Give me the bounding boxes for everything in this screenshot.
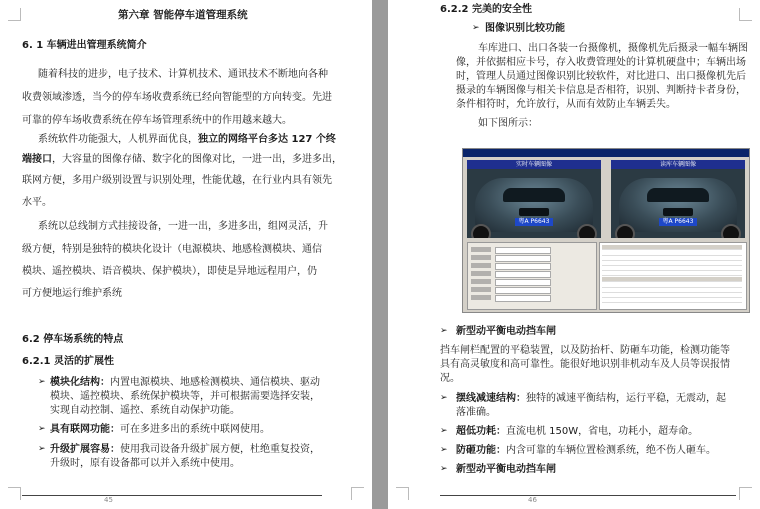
section-title-6-2: 6.2 停车场系统的特点: [22, 334, 124, 345]
entry-camera-label: 实时车辆图像: [467, 160, 601, 169]
window-titlebar: [463, 149, 749, 157]
paragraph-line: 如下图所示：: [478, 118, 538, 129]
bullet-arrow-icon: ➢: [38, 444, 46, 454]
paragraph-line: 系统以总线制方式挂接设备，一进一出，多进多出，组网灵活，升: [38, 221, 328, 232]
bullet-arrow-icon: ➢: [440, 426, 448, 436]
car-image: [619, 178, 737, 232]
bullet-line: 升级扩展容易：使用我司设备升级扩展方便，杜绝重复投资，: [50, 444, 320, 455]
license-plate: 粤A P6643: [659, 218, 697, 226]
footer-rule: [440, 495, 736, 496]
record-form-panel: [467, 242, 597, 310]
bullet-line: 具有联网功能：可在多进多出的系统中联网使用。: [50, 424, 270, 435]
entry-camera-view: [467, 160, 601, 238]
paragraph-line: 收费领域渗透，当今的停车场收费系统已经向智能型的方向转变。先进: [22, 92, 332, 103]
bullet-line: 落准确。: [456, 407, 496, 418]
crop-mark: [8, 8, 21, 21]
exit-camera-view: [611, 160, 745, 238]
paragraph-line: 水平。: [22, 197, 52, 208]
paragraph-line: 挡车闸栏配置的平稳装置，以及防抬杆、防砸车功能，检测功能等: [440, 345, 730, 356]
section-title-6-2-2: 6.2.2 完美的安全性: [440, 4, 532, 15]
bullet-title: 新型动平衡电动挡车闸: [456, 464, 556, 475]
car-image: [475, 178, 593, 232]
bullet-arrow-icon: ➢: [440, 464, 448, 474]
paragraph-line: 模块、遥控模块、语音模块、保护模块），即使是异地远程用户，仍: [22, 266, 317, 277]
bullet-arrow-icon: ➢: [38, 424, 46, 434]
paragraph-line: 具有高灵敏度和高可靠性。能很好地识别非机动车及人员等误报情: [440, 359, 730, 370]
paragraph-line: 条件相符时，允许放行，从而有效防止车辆丢失。: [456, 99, 676, 110]
paragraph-line: 况。: [440, 373, 460, 384]
page-number: 46: [528, 496, 537, 504]
crop-mark: [739, 487, 752, 500]
bullet-title: 新型动平衡电动挡车闸: [456, 326, 556, 337]
bullet-arrow-icon: ➢: [440, 393, 448, 403]
bullet-arrow-icon: ➢: [440, 326, 448, 336]
records-grid-panel: [599, 242, 747, 310]
paragraph-line: 摄录的车辆图像与相关卡信息是否相符，识别、判断持卡者身份，: [456, 85, 746, 96]
chapter-title: 第六章 智能停车道管理系统: [118, 9, 248, 21]
crop-mark: [8, 487, 21, 500]
license-plate: 粤A P6643: [515, 218, 553, 226]
paragraph-line: 系统软件功能强大，人机界面优良，独立的网络平台多达 127 个终: [38, 134, 336, 145]
document-page-left: [0, 0, 372, 509]
document-page-right: [388, 0, 760, 509]
bullet-line: 模块、遥控模块、系统保护模块等，并可根据需要选择安装，: [50, 391, 320, 402]
bullet-line: 防砸功能：内含可靠的车辆位置检测系统，绝不伤人砸车。: [456, 445, 716, 456]
paragraph-line: 像，并依据相应卡号，存入收费管理处的计算机硬盘中；车辆出场: [456, 57, 746, 68]
page-gutter: [372, 0, 388, 509]
paragraph-line: 端接口，大容量的图像存储、数字化的图像对比，一进一出，多进多出，: [22, 154, 342, 165]
bullet-line: 模块化结构：内置电源模块、地感检测模块、通信模块、驱动: [50, 377, 320, 388]
paragraph-line: 随着科技的进步，电子技术、计算机技术、通讯技术不断地向各种: [38, 69, 328, 80]
paragraph-line: 联网方便，多用户级别设置与识别处理，性能优越，在行业内具有领先: [22, 175, 332, 186]
section-title-6-1: 6. 1 车辆进出管理系统简介: [22, 40, 147, 51]
crop-mark: [739, 8, 752, 21]
page-number: 45: [104, 496, 113, 504]
section-title-6-2-1: 6.2.1 灵活的扩展性: [22, 356, 114, 367]
exit-camera-label: 读库车辆图像: [611, 160, 745, 169]
paragraph-line: 时，管理人员通过图像识别比较软件，对比进口、出口摄像机先后: [456, 71, 746, 82]
bullet-line: 摆线减速结构：独特的减速平衡结构，运行平稳，无震动，起: [456, 393, 726, 404]
parking-software-screenshot: [462, 148, 750, 313]
bullet-title: 图像识别比较功能: [485, 23, 565, 34]
bullet-line: 实现自动控制、遥控、系统自动保护功能。: [50, 405, 240, 416]
crop-mark: [351, 487, 364, 500]
bullet-arrow-icon: ➢: [472, 23, 480, 33]
paragraph-line: 车库进口、出口各装一台摄像机，摄像机先后摄录一幅车辆图: [478, 43, 748, 54]
bullet-arrow-icon: ➢: [38, 377, 46, 387]
crop-mark: [396, 487, 409, 500]
bullet-arrow-icon: ➢: [440, 445, 448, 455]
paragraph-line: 级方便，特别是独特的模块化设计（电源模块、地感检测模块、通信: [22, 244, 322, 255]
bullet-line: 升级时，原有设备都可以并入系统中使用。: [50, 458, 240, 469]
paragraph-line: 可方便地运行维护系统: [22, 288, 122, 299]
paragraph-line: 可靠的停车场收费系统在停车场管理系统中的作用越来越大。: [22, 115, 292, 126]
bullet-line: 超低功耗：直流电机 150W，省电，功耗小，超寿命。: [456, 426, 699, 437]
footer-rule: [22, 495, 322, 496]
